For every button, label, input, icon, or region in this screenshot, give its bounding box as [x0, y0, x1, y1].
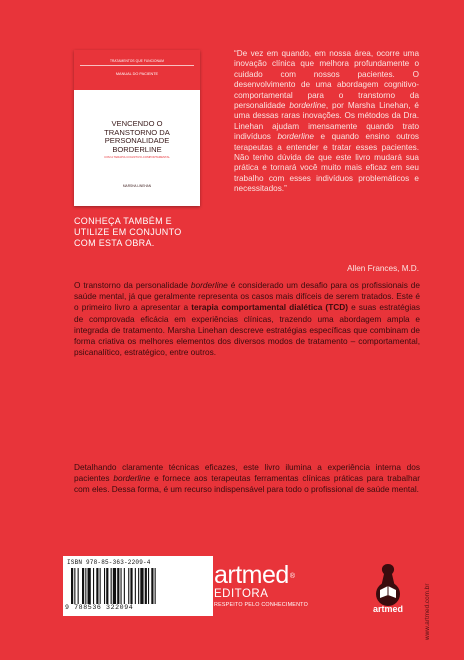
barcode-bar	[128, 568, 129, 604]
registered-mark: ®	[289, 573, 295, 580]
description-text: é considerado um desafio para os profissionais de saúde mental, já que geralmente representa os casos mais difíceis de serem tratados. Este é o primeiro livro a apresentar a	[74, 280, 420, 313]
barcode-bar	[140, 568, 143, 604]
quote-italic: borderline	[289, 101, 326, 111]
description-paragraph-1	[74, 280, 420, 358]
description-italic: borderline	[190, 280, 228, 290]
description-bold: terapia comportamental dialética (TCD)	[191, 302, 349, 313]
barcode-bar	[85, 568, 86, 604]
publisher-tagline: RESPEITO PELO CONHECIMENTO	[214, 602, 308, 608]
barcode-bar	[148, 568, 149, 604]
book-thumbnail	[74, 50, 200, 206]
book-series: TRATAMENTOS QUE FUNCIONAM	[109, 59, 165, 63]
barcode	[63, 556, 213, 616]
description-italic: borderline	[113, 473, 151, 484]
barcode-number: 9 788536 322094	[65, 604, 134, 611]
barcode-bar	[130, 568, 132, 604]
barcode-bar	[106, 568, 108, 604]
barcode-bar	[100, 568, 101, 604]
barcode-bar	[96, 568, 98, 604]
publisher-url: www.artmed.com.br	[424, 583, 431, 640]
publisher-imprint: EDITORA	[214, 588, 269, 600]
barcode-bar	[145, 568, 147, 604]
endorsement-quote	[234, 49, 419, 195]
quote-italic: borderline	[277, 132, 314, 142]
book-title: VENCENDO O TRANSTORNO DA PERSONALIDADE BORDERLINE	[104, 119, 170, 154]
barcode-bar	[155, 568, 156, 604]
url-wrapper	[424, 560, 434, 640]
book-subtitle: COM A TERAPIA COGNITIVO-COMPORTAMENTAL	[104, 155, 170, 159]
barcode-bar	[138, 568, 139, 604]
barcode-bar	[71, 568, 73, 604]
quote-part: e quando ensino outros terapeutas a entender e tratar esses pacientes. Não tenho dúvida de que este livro mudará sua prática e tornará você muito mais eficaz em seu trabalho com esses indivíduos problemáticos e necessitados.”	[234, 132, 419, 194]
quote-part: “De vez em quando, em nossa área, ocorre uma inovação clínica que melhora profundamente o cuidado com nossos pacientes. O desenvolvimento de uma abordagem cognitivo-comportamental para o transtorno da personalidade	[234, 49, 419, 111]
description-text: O transtorno da personalidade	[74, 280, 191, 290]
description-text: e fornece aos terapeutas ferramentas clínicas práticas para trabalhar com eles. Dessa forma, é um recurso indispensável para todo o profissional de saúde mental.	[74, 473, 420, 495]
barcode-bar	[93, 568, 94, 604]
publisher-brand	[214, 563, 318, 610]
barcode-bar	[111, 568, 112, 604]
book-manual-label: MANUAL DO PACIENTE	[115, 72, 159, 76]
barcode-bar	[113, 568, 116, 604]
barcode-bar	[135, 568, 136, 604]
description-text: e suas estratégias de comprovada eficácia em experiências clínicas, trazendo uma abordagem ampla e integrada de tratamento. Marsha Linehan descreve estratégias específicas que combinam de forma criativa os melhores elementos dos diversos modos de tratamento – comportamental, psicanalítico, estratégico, entre outros.	[74, 302, 420, 358]
quote-part: , por Marsha Linehan, é uma dessas raras inovações. Os métodos da Dra. Linehan ajudam imensamente quando trato indivíduos	[234, 101, 419, 142]
description-paragraph-2	[74, 462, 420, 496]
barcode-bars	[71, 568, 205, 604]
publisher-name	[214, 563, 318, 588]
barcode-bar	[104, 568, 105, 604]
barcode-bar	[117, 568, 119, 604]
barcode-bar	[78, 568, 79, 604]
quote-author: Allen Frances, M.D.	[347, 264, 419, 273]
see-also-text: CONHEÇA TAMBÉM E UTILIZE EM CONJUNTO COM ESTA OBRA.	[74, 216, 182, 248]
publisher-name-text: artmed	[214, 561, 289, 589]
barcode-bar	[121, 568, 122, 604]
barcode-bar	[88, 568, 91, 604]
description-text: Detalhando claramente técnicas eficazes, este livro ilumina a experiência interna dos pacientes	[74, 462, 420, 484]
book-cover-band	[74, 50, 200, 90]
barcode-bar	[151, 568, 153, 604]
logo-label: artmed	[372, 604, 403, 614]
barcode-bar	[74, 568, 75, 604]
book-divider	[80, 65, 194, 66]
isbn-label: ISBN 978-85-363-2209-4	[67, 559, 151, 566]
barcode-bar	[82, 568, 84, 604]
barcode-bar	[124, 568, 125, 604]
book-author: MARSHA LINEHAN	[122, 184, 152, 188]
